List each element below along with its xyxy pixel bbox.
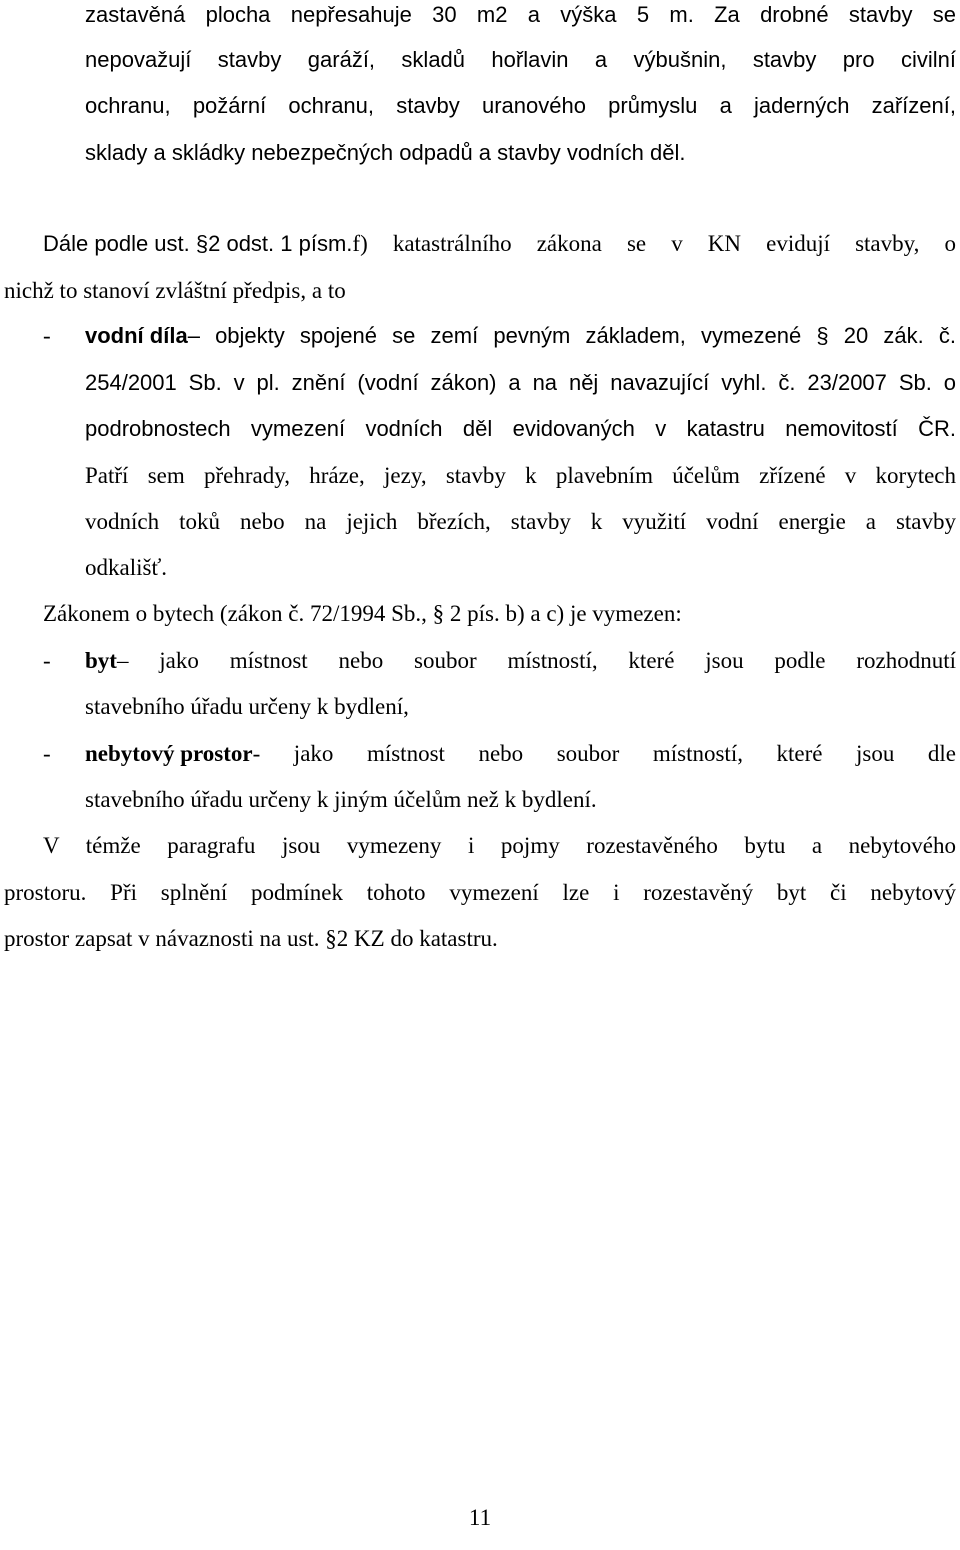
text-line-8: 254/2001 Sb. v pl. znění (vodní zákon) a na něj navazující vyhl. č. 23/2007 Sb. o bbox=[85, 370, 956, 395]
text-line-9: podrobnostech vymezení vodních děl evidovaných v katastru nemovitostí ČR. bbox=[85, 416, 956, 441]
list-dash-1: - bbox=[43, 323, 51, 348]
text-line-17: stavebního úřadu určeny k jiným účelům než k bydlení. bbox=[85, 787, 597, 812]
text-line-2: nepovažují stavby garáží, skladů hořlavin a výbušnin, stavby pro civilní bbox=[85, 47, 956, 72]
page-number: 11 bbox=[468, 1505, 492, 1530]
text-line-14: – jako místnost nebo soubor místností, které jsou podle rozhodnutí bbox=[116, 648, 956, 673]
text-line-18: V témže paragrafu jsou vymezeny i pojmy rozestavěného bytu a nebytového bbox=[43, 833, 956, 858]
text-line-6: nichž to stanoví zvláštní předpis, a to bbox=[4, 278, 346, 303]
list-item-byt bbox=[85, 646, 956, 676]
text-line-16: - jako místnost nebo soubor místností, které jsou dle bbox=[252, 741, 956, 766]
text-line-10: Patří sem přehrady, hráze, jezy, stavby k plavebním účelům zřízené v korytech bbox=[85, 463, 956, 488]
text-line-5b: f) katastrálního zákona se v KN evidují stavby, o bbox=[352, 231, 956, 256]
term-vodni-dila: vodní díla bbox=[85, 323, 188, 348]
text-line-13: Zákonem o bytech (zákon č. 72/1994 Sb., § 2 pís. b) a c) je vymezen: bbox=[43, 601, 682, 626]
text-line-15: stavebního úřadu určeny k bydlení, bbox=[85, 694, 409, 719]
text-line-5a: Dále podle ust. §2 odst. 1 písm. bbox=[43, 231, 353, 256]
text-line-12: odkališť. bbox=[85, 555, 168, 580]
term-byt: byt bbox=[85, 648, 117, 673]
text-line-19: prostoru. Při splnění podmínek tohoto vymezení lze i rozestavěný byt či nebytový bbox=[4, 880, 956, 905]
text-line-7: – objekty spojené se zemí pevným základem, vymezené § 20 zák. č. bbox=[187, 323, 956, 348]
text-line-1: zastavěná plocha nepřesahuje 30 m2 a výška 5 m. Za drobné stavby se bbox=[85, 2, 956, 27]
list-dash-2: - bbox=[43, 648, 51, 673]
list-item-nebytovy-prostor bbox=[85, 739, 956, 769]
text-line-20: prostor zapsat v návaznosti na ust. §2 KZ do katastru. bbox=[4, 926, 498, 951]
list-dash-3: - bbox=[43, 741, 51, 766]
term-nebytovy-prostor: nebytový prostor bbox=[85, 741, 253, 766]
list-item-vodni-dila bbox=[85, 321, 956, 351]
text-line-11: vodních toků nebo na jejich březích, stavby k využití vodní energie a stavby bbox=[85, 509, 956, 534]
text-line-3: ochranu, požární ochranu, stavby uranového průmyslu a jaderných zařízení, bbox=[85, 93, 956, 118]
paragraph-ust-line bbox=[43, 229, 956, 259]
text-line-4: sklady a skládky nebezpečných odpadů a stavby vodních děl. bbox=[85, 140, 686, 165]
